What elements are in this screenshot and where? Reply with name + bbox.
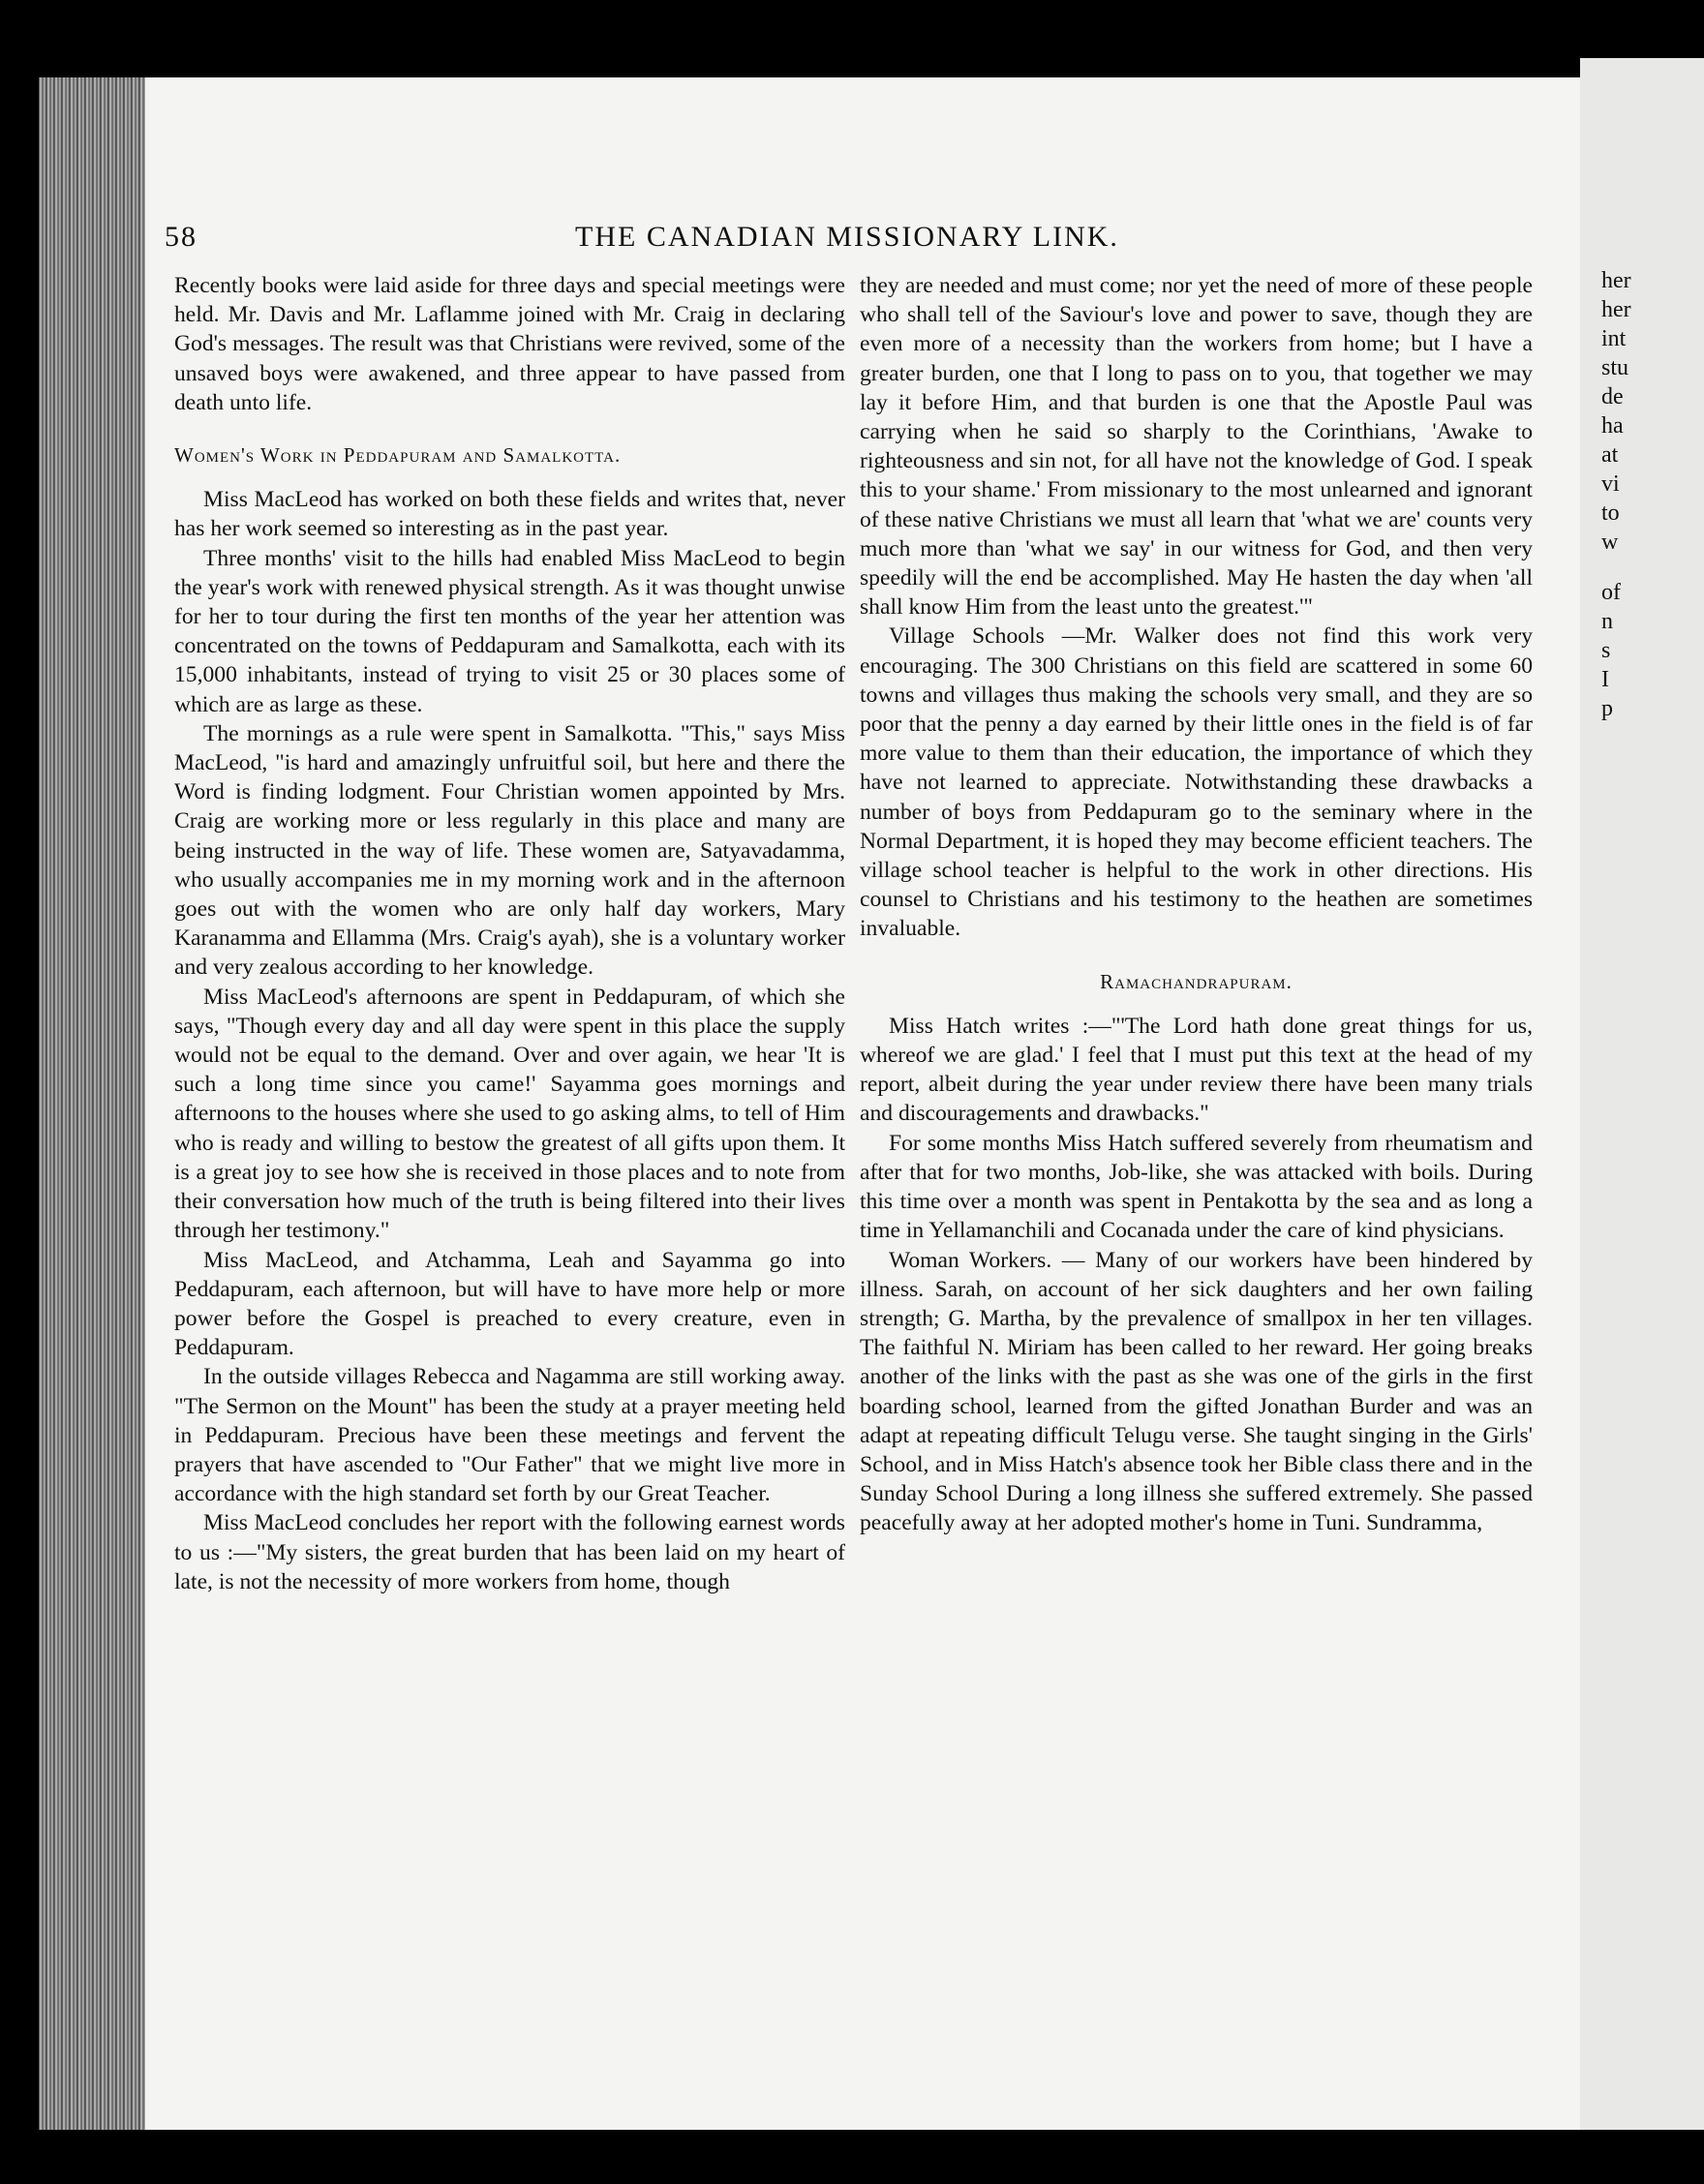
facing-page-fragment: of (1601, 580, 1621, 605)
facing-page-fragment: de (1601, 384, 1624, 410)
facing-page-fragment: int (1601, 326, 1627, 351)
page-number: 58 (165, 221, 198, 253)
paragraph: Three months' visit to the hills had enabled Miss MacLeod to begin the year's work with renewed physical strength. As it was thought unwise for her to tour during the first ten months of the year her attention was concentrated on the towns of Peddapuram and Samalkotta, each with its 15,000 inhabitants, instead of trying to visit 25 or 30 places some of which are as large as these. (174, 545, 845, 717)
paragraph: In the outside villages Rebecca and Nagamma are still working away. "The Sermon on the Mount" has been the study at a prayer meeting held in Peddapuram. Precious have been these meetings and fervent the prayers that have ascended to "Our Father" that we might live more in accordance with the high standard set forth by our Great Teacher. (174, 1364, 845, 1507)
facing-page-fragment: I (1601, 667, 1609, 692)
facing-page-fragment: p (1601, 696, 1613, 721)
facing-page-fragment: ha (1601, 413, 1624, 439)
facing-page-fragment: her (1601, 297, 1631, 322)
facing-page-edge (1580, 58, 1704, 2149)
paragraph: Miss Hatch writes :—"'The Lord hath done great things for us, whereof we are glad.' I feel that I must put this text at the head of my report, albeit during the year under review there have been many trials and discouragements and drawbacks." (860, 1013, 1533, 1127)
section-heading: Ramachandrapuram. (1100, 969, 1293, 993)
right-column (860, 271, 1533, 1538)
paragraph: Woman Workers. — Many of our workers have been hindered by illness. Sarah, on account of her sick daughters and her own failing strength; G. Martha, by the prevalence of smallpox in her ten villages. The faithful N. Miriam has been called to her reward. Her going breaks another of the links with the past as she was one of the girls in the first boarding school, learned from the gifted Jonathan Burder and was an adapt at repeating difficult Telugu verse. She taught singing in the Girls' School, and in Miss Hatch's absence took her Bible class there and in the Sunday School During a long illness she suffered extremely. She passed peacefully away at her adopted mother's home in Tuni. Sundramma, (860, 1247, 1533, 1536)
paragraph: Miss MacLeod has worked on both these fields and writes that, never has her work seemed so interesting as in the past year. (174, 487, 845, 542)
facing-page-fragment: s (1601, 638, 1611, 663)
paragraph: Recently books were laid aside for three days and special meetings were held. Mr. Davis and Mr. Laflamme joined with Mr. Craig in declaring God's messages. The result was that Christians were revived, some of the unsaved boys were awakened, and three appear to have passed from death unto life. (174, 273, 845, 415)
journal-title: THE CANADIAN MISSIONARY LINK. (575, 221, 1119, 253)
facing-page-fragment: stu (1601, 355, 1629, 380)
scan-border (0, 2130, 1704, 2184)
paragraph: they are needed and must come; nor yet the need of more of these people who shall tell of the Saviour's love and power to save, though they are even more of a necessity than the workers from home; but I have a greater burden, one that I long to pass on to you, that together we may lay it before Him, and that burden is one that the Apostle Paul was carrying when he said so sharply to the Corinthians, 'Awake to righteousness and sin not, for all have not the knowledge of God. I speak this to your shame.' From missionary to the most unlearned and ignorant of these native Christians we must all learn that 'what we are' counts very much more than 'what we say' in our witness for God, and then very speedily will the end be accomplished. May He hasten the day when 'all shall know Him from the least unto the greatest.'" (860, 273, 1533, 621)
facing-page-fragment: vi (1601, 471, 1620, 497)
paragraph: For some months Miss Hatch suffered severely from rheumatism and after that for two months, Job-like, she was attacked with boils. During this time over a month was spent in Pentakotta by the sea and as long a time in Yellamanchili and Cocanada under the care of kind physicians. (860, 1130, 1533, 1244)
facing-page-fragment: her (1601, 268, 1631, 293)
paragraph: Miss MacLeod's afternoons are spent in Peddapuram, of which she says, "Though every day and all day were spent in this place the supply would not be equal to the demand. Over and over again, we hear 'It is such a long time since you came!' Sayamma goes mornings and afternoons to the houses where she used to go asking alms, to tell of Him who is ready and willing to bestow the greatest of all gifts upon them. It is a great joy to see how she is received in those places and to note from their conversation how much of the truth is being filtered into their lives through her testimony." (174, 984, 845, 1244)
paragraph: Village Schools —Mr. Walker does not find this work very encouraging. The 300 Christians on this field are scattered in some 60 towns and villages thus making the schools very small, and they are so poor that the penny a day earned by their little ones in the field is of far more value to them than their education, the importance of which they have not learned to appreciate. Notwithstanding these drawbacks a number of boys from Peddapuram go to the seminary where in the Normal Department, it is hoped they may become efficient teachers. The village school teacher is helpful to the work in other directions. His counsel to Christians and his testimony to the heathen are sometimes invaluable. (860, 623, 1533, 942)
facing-page-fragment: to (1601, 500, 1620, 526)
facing-page-fragment: n (1601, 609, 1613, 634)
book-binding-edge (39, 77, 145, 2130)
left-column (174, 271, 845, 1596)
paragraph: Miss MacLeod, and Atchamma, Leah and Sayamma go into Peddapuram, each afternoon, but will have to have more help or more power before the Gospel is preached to every creature, even in Peddapuram. (174, 1247, 845, 1361)
paragraph: The mornings as a rule were spent in Samalkotta. "This," says Miss MacLeod, "is hard and amazingly unfruitful soil, but here and there the Word is finding lodgment. Four Christian women appointed by Mrs. Craig are working more or less regularly in this place and many are being instructed in the way of life. These women are, Satyavadamma, who usually accompanies me in my morning work and in the afternoon goes out with the women who are only half day workers, Mary Karanamma and Ellamma (Mrs. Craig's ayah), she is a voluntary worker and very zealous according to her knowledge. (174, 720, 845, 981)
facing-page-fragment: at (1601, 442, 1619, 468)
facing-page-fragment: w (1601, 530, 1619, 555)
section-heading: Women's Work in Peddapuram and Samalkotta. (174, 443, 622, 468)
paragraph: Miss MacLeod concludes her report with the following earnest words to us :—"My sisters, the great burden that has been laid on my heart of late, is not the necessity of more workers from home, though (174, 1510, 845, 1594)
